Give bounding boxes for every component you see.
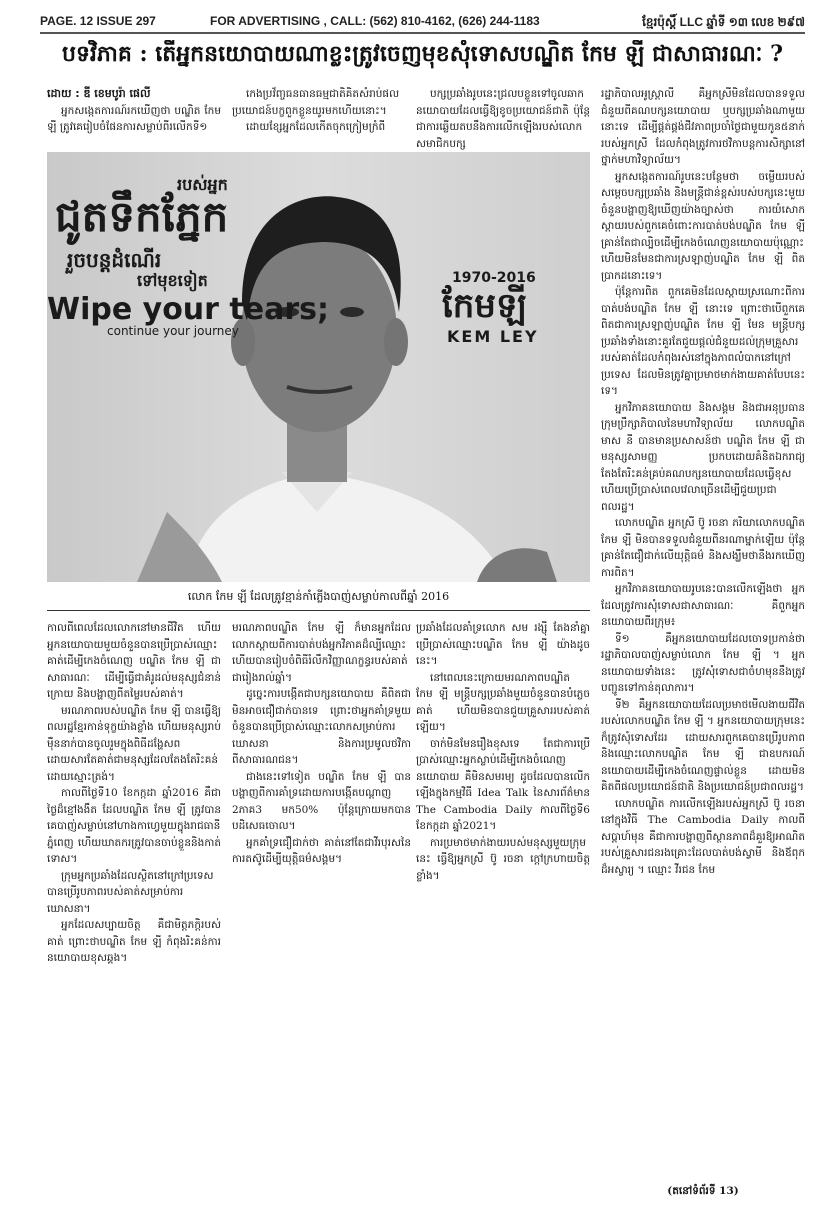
advertising-contact: FOR ADVERTISING , CALL: (562) 810-4162, (626) 244-1183 xyxy=(210,14,540,28)
paragraph: អ្នកសង្កេតការណ៍រកឃើញថា បណ្ឌិត កែម ឡី ត្រូវគេរៀបចំផែនការសម្លាប់ពីរលើកទី១ xyxy=(47,104,221,133)
masthead: ខ្មែរប៉ុស្តិ៍ LLC ឆ្នាំទី ១៣ លេខ ២៩៧ xyxy=(642,15,805,29)
paragraph: លោកបណ្ឌិត ការលើកឡើងរបស់អ្នកស្រី ប៊ូ រចនា នៅក្នុងវិធី The Cambodia Daily កាលពីសប្ដាហ៍មុន គឺជាការបង្ហាញពីស្ថានភាពដ៏គួរឱ្យអាណិតរបស់គ្រួសារជនរងគ្រោះដែលបាត់បង់ស្វាមី និងឪពុកដ៏អស្ចារ្យ ។ ឈ្មោះ វីរជន កែម xyxy=(601,797,805,876)
paragraph: អ្នកវិភាគនយោបាយរូបនេះបានលើកឡើងថា អ្នកដែលត្រូវការសុំទោសជាសាធារណៈ គឺពួកអ្នកនយោបាយពីរក្រុម៖ xyxy=(601,583,805,628)
caption-divider xyxy=(47,610,590,611)
page-issue: PAGE. 12 ISSUE 297 xyxy=(40,14,156,28)
paragraph: កាលពីពេលដែលលោកនៅមានជីវិត ហើយអ្នកនយោបាយមួយចំនួនបានប្រើប្រាស់ឈ្មោះគាត់ដើម្បីកេងចំណេញ បណ្ឌិត កែម ឡី ជាសាធារណៈ ដើម្បីធ្វើជាគំរូដល់មនុស្សជំនាន់ក្រោយ និងបង្ហាញពីតម្លៃរបស់គាត់។ xyxy=(47,622,221,700)
top-column-2 xyxy=(232,86,411,152)
paragraph: ប្រឆាំងដែលគាំទ្រលោក សម រង្ស៊ី តែងនាំគ្នាប្រើប្រាស់ឈ្មោះបណ្ឌិត កែម ឡី យ៉ាងដូចនេះ។ xyxy=(416,622,590,667)
paragraph: អ្នកដែលសប្បាយចិត្ត គឺជាមិត្តភក្តិរបស់គាត់ ព្រោះថាបណ្ឌិត កែម ឡី កំពុងរិះគន់ការនយោបាយខុសឆ្គង។ xyxy=(47,919,221,964)
article-photo xyxy=(47,152,590,582)
right-column xyxy=(601,86,805,1181)
paragraph: ប៉ុន្តែការពិត ពួកគេមិនដែលស្ដាយស្រណោះពីការបាត់បង់បណ្ឌិត កែម ឡី នោះទេ ព្រោះថាបើពួកគេពិតជាការស្រឡាញ់បណ្ឌិត កែម ឡី មែន មន្ត្រីបក្សប្រឆាំងទាំងនោះគួរតែជួយផ្ដល់ជំនួយដល់ក្រុមគ្រួសាររបស់គាត់ដែលកំពុងរស់នៅក្នុងភាពលំបាកនៅក្រៅប្រទេស ដែលមិនត្រូវគ្នាប្រមាថមាក់ងាយគាត់បែបនេះទេ។ xyxy=(601,286,805,397)
paragraph: អ្នកវិភាគនយោបាយ និងសង្គម និងជាអនុប្រធានក្រុមប្រឹក្សាភិបាលនៃមហាវិទ្យាល័យ លោកបណ្ឌិត មាស នី បានមានប្រសាសន៍ថា បណ្ឌិត កែម ឡី ជាមនុស្សសាមញ្ញ ប្រកបដោយគំនិតឯករាជ្យ តែងតែរិះគន់គ្រប់គណបក្សនយោបាយដែលធ្វើខុស ហើយប្រើប្រាស់ពេលវេលាច្រើនដើម្បីជួយប្រជាពលរដ្ឋ។ xyxy=(601,401,805,513)
paragraph: ក្រុមអ្នកប្រឆាំងដែលស្ថិតនៅក្រៅប្រទេស បានប្រើរូបភាពរបស់គាត់សម្រាប់ការឃោសនា។ xyxy=(47,869,214,915)
photo-english-headline: Wipe your tears; xyxy=(47,292,329,327)
paragraph: ការប្រមាថមាក់ងាយរបស់មនុស្សមួយក្រុមនេះ ធ្វើឱ្យអ្នកស្រី ប៊ូ រចនា ក្ដៅក្រហាយចិត្តខ្លាំង។ xyxy=(416,836,590,882)
continued-note-wrap xyxy=(601,1183,805,1201)
bottom-column-2 xyxy=(232,620,411,1210)
photo-english-subline: continue your journey xyxy=(107,324,239,338)
paragraph: អ្នកសង្កេតការណ៍រូបនេះបន្ថែមថា ចម្លើយរបស់សម្ដេចបក្សប្រឆាំង និងមន្ត្រីជាន់ខ្ពស់របស់បក្សនេះមួយចំនួនបង្ហាញឱ្យឃើញយ៉ាងច្បាស់ថា ការយំសោកស្ដាយរបស់ពួកគេចំពោះការបាត់បង់បណ្ឌិត កែម ឡី គ្រាន់តែជាល្បិចដើម្បីកេងចំណេញនយោបាយប៉ុណ្ណោះ ហើយមិនមែនជាការស្រឡាញ់បណ្ឌិត កែម ឡី ពិតប្រាកដនោះទេ។ xyxy=(601,170,805,282)
paragraph: ជាងនេះទៅទៀត បណ្ឌិត កែម ឡី បានបង្ហាញពីការគាំទ្រដោយការបង្កើតបណ្ដាញ 2ភាគ3 មក50% ប៉ុន្តែក្រោយមកបានបដិសេធចោល។ xyxy=(232,770,411,832)
paragraph: ទី១ គឺអ្នកនយោបាយដែលចោទប្រកាន់ថារដ្ឋាភិបាលបាញ់សម្លាប់លោក កែម ឡី ។ អ្នកនយោបាយទាំងនេះ ត្រូវសុំទោសជាចំហមុននឹងត្រូវបញ្ជូនទៅកាន់តុលាការ។ xyxy=(601,632,805,694)
photo-khmer-name: កែមឡី xyxy=(442,286,527,326)
photo-years: 1970-2016 xyxy=(452,270,536,286)
continued-note: (តនៅទំព័រទី 13) xyxy=(667,1185,739,1197)
photo-headline-small: របស់អ្នក xyxy=(177,175,228,194)
paragraph: លោកបណ្ឌិត អ្នកស្រី ប៊ូ រចនា ភរិយាលោកបណ្ឌិត កែម ឡី មិនបានទទួលជំនួយពីនរណាម្នាក់ឡើយ ប៉ុន្តែគ្រាន់តែជឿជាក់លើយុត្តិធម៌ និងសង្ឃឹមថានឹងរកឃើញការពិត។ xyxy=(601,517,805,579)
page-header xyxy=(40,14,805,30)
bottom-column-3 xyxy=(416,620,590,1210)
paragraph: ចាក់មិនមែនរឿងខុសទេ តែជាការប្រើប្រាស់ឈ្មោះអ្នកស្លាប់ដើម្បីកេងចំណេញនយោបាយ គឺមិនសមរម្យ ដូចដែលបានលើកឡើងក្នុងកម្មវិធី Idea Talk នៃសារព័ត៌មាន The Cambodia Daily កាលពីថ្ងៃទី6 ខែកក្កដា ឆ្នាំ2021។ xyxy=(416,737,590,832)
photo-subline-2: ទៅមុខទៀត xyxy=(137,271,208,290)
paragraph: អ្នកគាំទ្រជឿជាក់ថា គាត់នៅតែជាវីរបុរសនៃការតស៊ូដើម្បីយុត្តិធម៌សង្គម។ xyxy=(232,836,411,865)
top-column-1 xyxy=(47,86,221,152)
photo-caption: លោក កែម ឡី ដែលត្រូវខ្មាន់កាំភ្លើងបាញ់សម្លាប់កាលពីឆ្នាំ 2016 xyxy=(187,590,450,603)
paragraph: កាលពីថ្ងៃទី10 ខែកក្កដា ឆ្នាំ2016 គឺជាថ្ងៃដ៏ខ្មៅងងឹត ដែលបណ្ឌិត កែម ឡី ត្រូវបានគេបាញ់សម្លាប់នៅហាងកាហ្វេមួយក្នុងរាជធានីភ្នំពេញ ហើយឃាតករត្រូវបានចាប់ខ្លួននិងកាត់ទោស។ xyxy=(47,787,221,865)
paragraph: មរណភាពបណ្ឌិត កែម ឡី ក៏មានអ្នកដែលលោកស្ដាយពីការបាត់បង់អ្នកវិភាគដ៏ល្បីឈ្មោះ ហើយបានរៀបចំពិធីរំលឹកវិញ្ញាណក្ខន្ធរបស់គាត់ជារៀងរាល់ឆ្នាំ។ xyxy=(232,622,411,684)
header-divider xyxy=(40,32,805,34)
paragraph: រដ្ឋាភិបាលអូស្ត្រាលី គឺអ្នកស្រីមិនដែលបានទទួលជំនួយពីគណបក្សនយោបាយ ឬបក្សប្រឆាំងណាមួយនោះទេ ដើម្បីផ្គត់ផ្គង់ជីវភាពប្រចាំថ្ងៃជាមួយកូន៥នាក់របស់អ្នកស្រី ដែលកំពុងត្រូវការថវិកាបន្តការសិក្សានៅថ្នាក់មហាវិទ្យាល័យ។ xyxy=(601,88,805,166)
paragraph: ដូច្នេះការបង្កើតជាបក្សនយោបាយ គឺពិតជាមិនអាចជឿជាក់បានទេ ព្រោះថាអ្នកគាំទ្រមួយចំនួនបានប្រើប្រាស់ឈ្មោះលោកសម្រាប់ការឃោសនា និងការប្រមូលថវិកាពីសាធារណជន។ xyxy=(232,688,411,766)
photo-english-name: KEM LEY xyxy=(447,327,539,346)
byline: ដោយ : ឌី ខេមបូរ៉ា ផេលី xyxy=(47,87,151,100)
paragraph: មរណភាពរបស់បណ្ឌិត កែម ឡី បានធ្វើឱ្យពលរដ្ឋខ្មែរកាន់ទុក្ខយ៉ាងខ្លាំង ហើយមនុស្សរាប់ម៉ឺននាក់បានចូលរួមក្នុងពិធីដង្ហែសព ដោយសារតែគាត់ជាមនុស្សដែលតែងតែរិះគន់ដោយស្មោះត្រង់។ xyxy=(47,704,221,783)
paragraph: ដោយខ្សែអ្នកដែលកើតចុកក្រៀមក្រំពី xyxy=(246,121,386,133)
paragraph: កេងប្រវ័ញ្ចធនធានធម្មជាតិគិតសំរាប់ផលប្រយោជន៍បក្ខពួកខ្លួនយូរមកហើយនោះ។ xyxy=(232,88,400,117)
article-title: បទវិភាគ : តើអ្នកនយោបាយណាខ្លះត្រូវចេញមុខសុំទោសបណ្ឌិត កែម ឡី ជាសាធារណៈ ? xyxy=(61,41,783,67)
photo-headline-big: ជូតទឹកភ្នែក xyxy=(55,192,229,241)
paragraph: នៅពេលនេះក្រោយមរណភាពបណ្ឌិត កែម ឡី មន្ត្រីបក្សប្រឆាំងមួយចំនួនបានបំភ្លេចគាត់ ហើយមិនបានជួយគ្រួសាររបស់គាត់ឡើយ។ xyxy=(416,671,590,733)
bottom-column-1 xyxy=(47,620,221,1210)
paragraph: បក្សប្រឆាំងរូបនេះជ្រលបខ្លួនទៅចូលឆាកនយោបាយដែលធ្វើឱ្យខូចប្រយោជន៍ជាតិ ប៉ុន្តែជាការឆ្លើយតបនឹងការលើកឡើងរបស់លោកសមាជិកបក្ស xyxy=(416,88,590,150)
paragraph: ទី២ គឺអ្នកនយោបាយដែលប្រមាថមើលងាយជីវិតរបស់លោកបណ្ឌិត កែម ឡី ។ អ្នកនយោបាយក្រុមនេះ ក៏ត្រូវសុំទោសដែរ ដោយសារពួកគេបានប្រើរូបភាព និងឈ្មោះលោកបណ្ឌិត កែម ឡី ជាឧបករណ៍នយោបាយដើម្បីកេងចំណេញផ្ទាល់ខ្លួន ដោយមិនគិតពីផលប្រយោជន៍ជាតិ និងប្រយោជន៍ប្រជាពលរដ្ឋ។ xyxy=(601,698,805,793)
photo-subline-1: រួចបន្តដំណើរ xyxy=(67,248,162,272)
top-column-3 xyxy=(416,86,590,152)
